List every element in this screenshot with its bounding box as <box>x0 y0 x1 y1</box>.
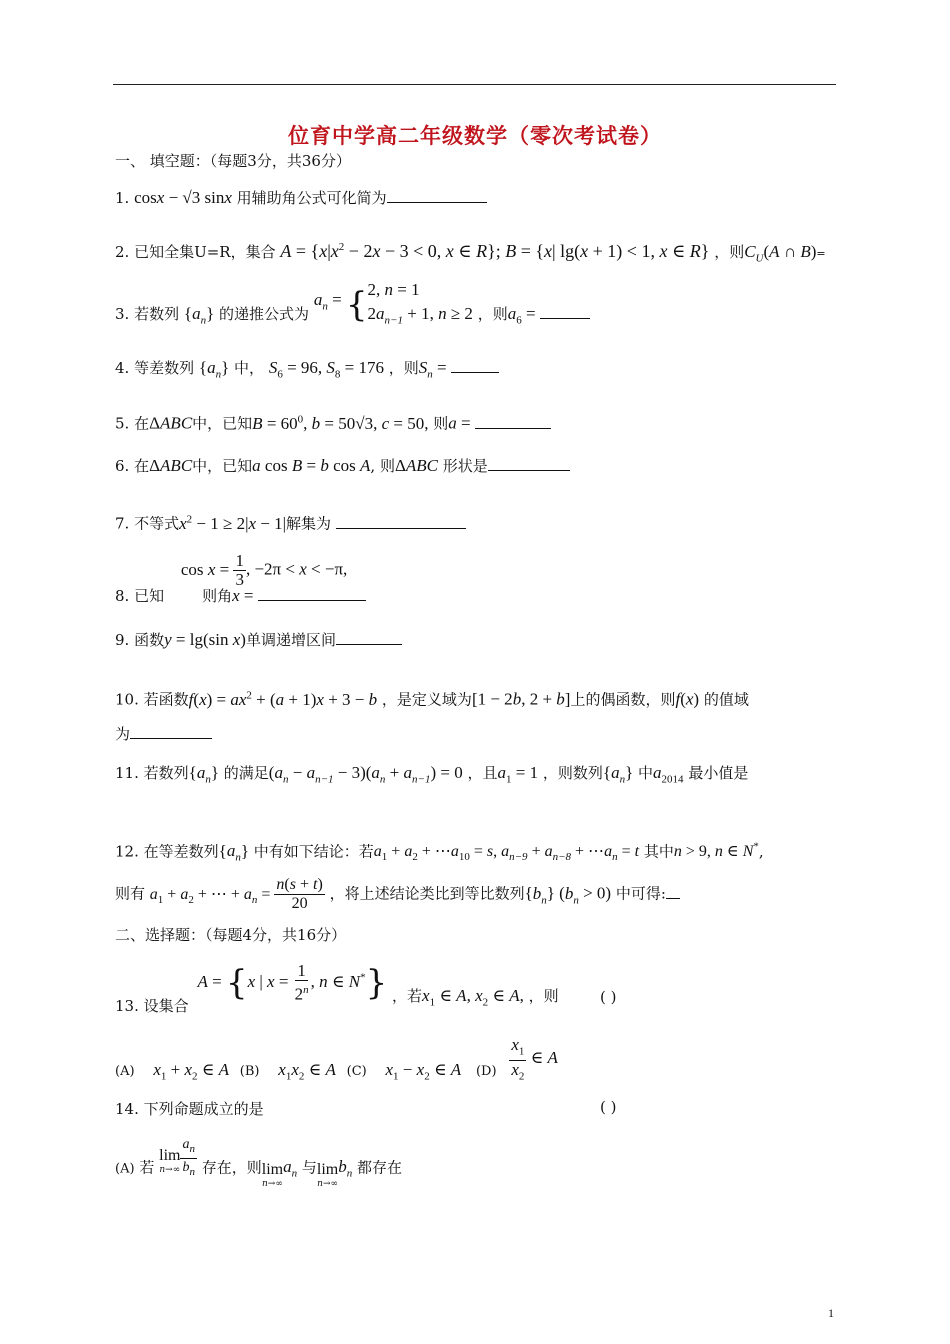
question-12-line-2: 则有 $a_1 + a_2$ + ⋯ + $a_n$ = $\frac{n(s + t)}{20}$ ，将上述结论类比到等比数列$\{b_n\} (b_n > 0)$ 中可得: <box>115 876 680 913</box>
page-number: 1 <box>828 1306 834 1320</box>
question-3: 3. 若数列 $\{a_n\}$ 的递推公式为 $a_n$ = { 2, n = 1 $2a_{n-1} + 1$, n ≥ 2 ，则$a_6$ = <box>115 288 590 342</box>
answer-blank[interactable] <box>666 882 680 899</box>
question-13: 13. 设集合 A = {x | x = $\frac{1}{2^n}$ , n ∈ N*} ，若$x_1$ ∈ A, $x_2$ ∈ A, ，则 <box>115 961 559 1015</box>
answer-blank[interactable] <box>336 628 402 645</box>
question-12: 12. 在等差数列$\{a_n\}$ 中有如下结论：若$a_1 + a_2$ + $\cdots a_{10} = s$, $a_{n-9} + a_{n-8}$ + $\cdots a_n = t$ 其中n > 9, n ∈ N*, <box>115 841 764 864</box>
answer-blank[interactable] <box>387 186 487 203</box>
question-6: 6. 在ΔABC中，已知a cos B = b cos A, 则ΔABC 形状是 <box>115 454 570 477</box>
question-11: 11. 若数列$\{a_n\}$ 的满足$(a_n - a_{n-1} - 3)(a_n + a_{n-1}) = 0$ ，且$a_1 = 1$ ，则数列$\{a_n\}$ 中$a_{2014}$ 最小值是 <box>115 763 749 786</box>
question-1: 1. cosx − √3 sinx 用辅助角公式可化简为 <box>115 186 487 209</box>
answer-paren-14[interactable]: ( ) <box>600 1098 617 1116</box>
section-1-heading: 一、 填空题：（每题3分，共36分） <box>115 152 351 170</box>
question-8: 8. 已知 cos x = $\frac{1}{3}$ , −2π < x < −π, 则角x = <box>115 552 516 589</box>
answer-blank[interactable] <box>258 584 366 601</box>
question-2: 2. 已知全集U=R，集合 $A = \{x|x^2 - 2x - 3 < 0$, x ∈ R}; B = {x| lg(x + 1) < 1, x ∈ R} ，则$C_U(A$ ∩ B)= <box>115 241 826 265</box>
answer-blank[interactable] <box>475 412 551 429</box>
question-7: 7. 不等式$x^2 - 1 \ge 2|x - 1|$解集为 <box>115 508 466 535</box>
question-10-line-2: 为 <box>115 722 212 745</box>
answer-blank[interactable] <box>336 512 466 529</box>
question-14-option-a: (A) 若 lim n→∞ $\frac{a_n}{b_n}$ 存在，则 lim n→∞ $a_n$ 与 lim n→∞ $b_n$ 都存在 <box>115 1137 403 1189</box>
question-10: 10. 若函数$f(x) = ax^2 + (a + 1)x + 3 - b$ ，是定义域为[1 − 2b, 2 + b]上的偶函数，则f(x) 的值域 <box>115 689 749 709</box>
question-4: 4. 等差数列 $\{a_n\}$ 中， $S_6 = 96$, $S_8 = 176$ ，则$S_n$ = <box>115 356 499 385</box>
answer-blank[interactable] <box>130 722 212 739</box>
question-9: 9. 函数y = lg(sin x)单调递增区间 <box>115 628 402 651</box>
header-rule <box>113 84 836 85</box>
section-2-heading: 二、选择题：（每题4分，共16分） <box>115 926 347 944</box>
question-5: 5. 在ΔABC中，已知$B = 60^0$, b = 50√3, c = 50, 则a = <box>115 408 551 435</box>
page-title: 位育中学高二年级数学（零次考试卷） <box>288 124 662 148</box>
answer-blank[interactable] <box>488 454 570 471</box>
answer-blank[interactable] <box>540 302 590 319</box>
question-13-options: (A) $x_1 + x_2$ ∈ A (B) $x_1x_2$ ∈ A (C) $x_1 - x_2$ ∈ A (D) $\frac{x_1}{x_2}$ ∈ A <box>115 1035 558 1083</box>
question-14: 14. 下列命题成立的是 <box>115 1100 264 1118</box>
answer-paren-13[interactable]: ( ) <box>600 988 617 1006</box>
answer-blank[interactable] <box>451 356 499 373</box>
